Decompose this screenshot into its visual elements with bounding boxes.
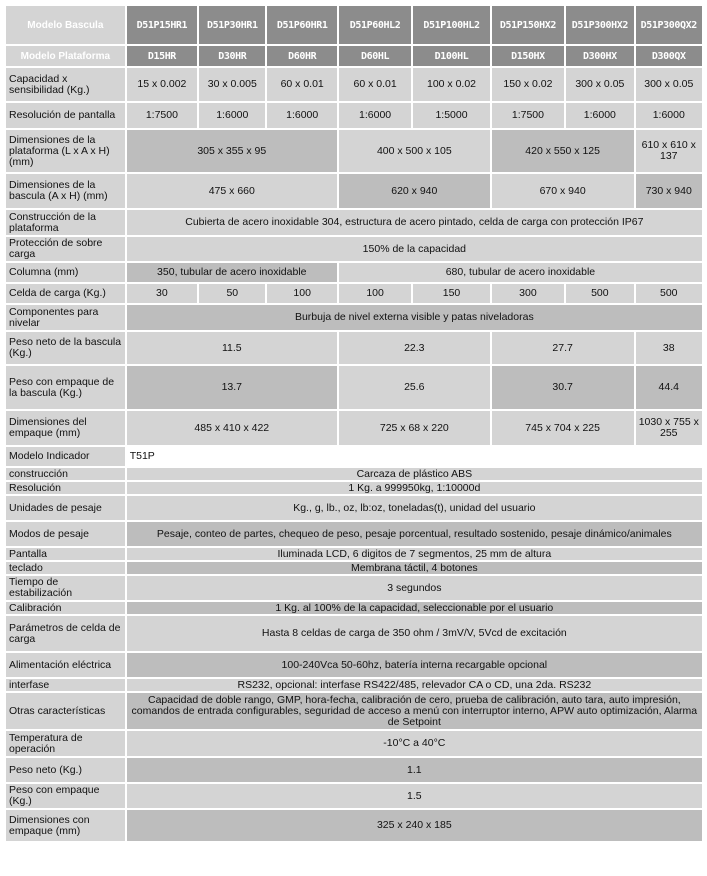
- value-cell: 44.4: [636, 366, 702, 409]
- value-cell: 150% de la capacidad: [127, 237, 702, 261]
- row-label: Capacidad x sensibilidad (Kg.): [6, 68, 125, 101]
- value-cell: 1:7500: [492, 103, 564, 128]
- row-label: Dimensiones con empaque (mm): [6, 810, 125, 841]
- value-cell: 1:6000: [339, 103, 411, 128]
- model-cell: D51P60HR1: [267, 6, 336, 44]
- row-capacity: [6, 68, 702, 101]
- value-cell: Capacidad de doble rango, GMP, hora-fecha, calibración de cero, prueba de calibración, auto tara, auto impresión, comandos de entrada configurables, seguridad de acceso a menú con interruptor interno, APW auto optimización, Alarma de Setpoint: [127, 693, 702, 729]
- model-cell: D51P300QX2: [636, 6, 702, 44]
- row-label: Alimentación eléctrica: [6, 653, 125, 677]
- value-cell: 725 x 68 x 220: [339, 411, 490, 445]
- value-cell: Carcaza de plástico ABS: [127, 468, 702, 480]
- row-label: Construcción de la plataforma: [6, 210, 125, 235]
- value-cell: Iluminada LCD, 6 digitos de 7 segmentos, 25 mm de altura: [127, 548, 702, 560]
- value-cell: Burbuja de nivel externa visible y patas niveladoras: [127, 305, 702, 330]
- row-cell-params: [6, 616, 702, 651]
- value-cell: 745 x 704 x 225: [492, 411, 634, 445]
- platform-cell: D60HR: [267, 46, 336, 66]
- row-load-cell: [6, 284, 702, 303]
- value-cell: 620 x 940: [339, 174, 490, 208]
- value-cell: 30.7: [492, 366, 634, 409]
- row-label: Peso con empaque (Kg.): [6, 784, 125, 808]
- platform-cell: D150HX: [492, 46, 564, 66]
- row-label: Temperatura de operación: [6, 731, 125, 756]
- value-cell: 11.5: [127, 332, 337, 364]
- row-interface: [6, 679, 702, 691]
- platform-cell: D30HR: [199, 46, 265, 66]
- row-label: Tiempo de estabilización: [6, 576, 125, 600]
- value-cell: 15 x 0.002: [127, 68, 197, 101]
- value-cell: 325 x 240 x 185: [127, 810, 702, 841]
- value-cell: Kg., g, lb., oz, lb:oz, toneladas(t), unidad del usuario: [127, 496, 702, 520]
- row-label: Celda de carga (Kg.): [6, 284, 125, 303]
- value-cell: Cubierta de acero inoxidable 304, estructura de acero pintado, celda de carga con protección IP67: [127, 210, 702, 235]
- model-cell: D51P30HR1: [199, 6, 265, 44]
- value-cell: 305 x 355 x 95: [127, 130, 337, 172]
- value-cell: 500: [636, 284, 702, 303]
- value-cell: 1 Kg. a 999950kg, 1:10000d: [127, 482, 702, 494]
- value-cell: 500: [566, 284, 633, 303]
- value-cell: 730 x 940: [636, 174, 702, 208]
- value-cell: 27.7: [492, 332, 634, 364]
- row-pack-dims: [6, 411, 702, 445]
- row-modes: [6, 522, 702, 546]
- row-label: Resolución: [6, 482, 125, 494]
- value-cell: Hasta 8 celdas de carga de 350 ohm / 3mV/V, 5Vcd de excitación: [127, 616, 702, 651]
- value-cell: 150 x 0.02: [492, 68, 564, 101]
- row-label: Columna (mm): [6, 263, 125, 282]
- value-cell: 1:6000: [199, 103, 265, 128]
- row-label: Dimensiones de la bascula (A x H) (mm): [6, 174, 125, 208]
- row-label: Pantalla: [6, 548, 125, 560]
- value-cell: 1:5000: [413, 103, 489, 128]
- platform-cell: D15HR: [127, 46, 197, 66]
- row-label: Parámetros de celda de carga: [6, 616, 125, 651]
- row-construction: [6, 210, 702, 235]
- value-cell: 1:7500: [127, 103, 197, 128]
- row-label: Protección de sobre carga: [6, 237, 125, 261]
- value-cell: 420 x 550 x 125: [492, 130, 634, 172]
- value-cell: 60 x 0.01: [267, 68, 336, 101]
- model-cell: D51P300HX2: [566, 6, 633, 44]
- row-label: Modos de pesaje: [6, 522, 125, 546]
- row-label: Peso con empaque de la bascula (Kg.): [6, 366, 125, 409]
- row-label: teclado: [6, 562, 125, 574]
- value-cell: 1:6000: [636, 103, 702, 128]
- row-label: Peso neto (Kg.): [6, 758, 125, 782]
- row-label: Modelo Indicador: [6, 447, 125, 466]
- row-resolution: [6, 103, 702, 128]
- row-indicator: [6, 447, 702, 466]
- platform-cell: D100HL: [413, 46, 489, 66]
- row-label: Otras características: [6, 693, 125, 729]
- value-cell: -10°C a 40°C: [127, 731, 702, 756]
- row-label: Resolución de pantalla: [6, 103, 125, 128]
- row-ind-construction: [6, 468, 702, 480]
- row-ind-packed-weight: [6, 784, 702, 808]
- row-label: construcción: [6, 468, 125, 480]
- platform-cell: D300HX: [566, 46, 633, 66]
- value-cell: Membrana táctil, 4 botones: [127, 562, 702, 574]
- row-overload: [6, 237, 702, 261]
- value-cell: T51P: [127, 447, 702, 466]
- row-units: [6, 496, 702, 520]
- value-cell: 485 x 410 x 422: [127, 411, 337, 445]
- platform-cell: D60HL: [339, 46, 411, 66]
- value-cell: RS232, opcional: interfase RS422/485, relevador CA o CD, una 2da. RS232: [127, 679, 702, 691]
- value-cell: 300 x 0.05: [566, 68, 633, 101]
- row-calibration: [6, 602, 702, 614]
- row-label: Dimensiones del empaque (mm): [6, 411, 125, 445]
- value-cell: 1030 x 755 x 255: [636, 411, 702, 445]
- row-stabilization: [6, 576, 702, 600]
- value-cell: 475 x 660: [127, 174, 337, 208]
- row-model: [6, 6, 702, 44]
- row-scale-dims: [6, 174, 702, 208]
- row-label: Peso neto de la bascula (Kg.): [6, 332, 125, 364]
- row-label: Calibración: [6, 602, 125, 614]
- row-display: [6, 548, 702, 560]
- value-cell: 680, tubular de acero inoxidable: [339, 263, 702, 282]
- model-cell: D51P60HL2: [339, 6, 411, 44]
- value-cell: 30 x 0.005: [199, 68, 265, 101]
- row-platform: [6, 46, 702, 66]
- row-label: Modelo Plataforma: [6, 46, 125, 66]
- value-cell: 22.3: [339, 332, 490, 364]
- spec-table: [4, 4, 704, 843]
- value-cell: 50: [199, 284, 265, 303]
- value-cell: 60 x 0.01: [339, 68, 411, 101]
- value-cell: 350, tubular de acero inoxidable: [127, 263, 337, 282]
- row-ind-net-weight: [6, 758, 702, 782]
- row-packed-weight: [6, 366, 702, 409]
- header-label: Modelo Bascula: [6, 6, 125, 44]
- value-cell: 25.6: [339, 366, 490, 409]
- value-cell: 100: [267, 284, 336, 303]
- model-cell: D51P150HX2: [492, 6, 564, 44]
- row-platform-dims: [6, 130, 702, 172]
- row-power: [6, 653, 702, 677]
- row-keyboard: [6, 562, 702, 574]
- value-cell: 1.5: [127, 784, 702, 808]
- value-cell: 100 x 0.02: [413, 68, 489, 101]
- row-other: [6, 693, 702, 729]
- value-cell: 150: [413, 284, 489, 303]
- value-cell: 300 x 0.05: [636, 68, 702, 101]
- value-cell: 610 x 610 x 137: [636, 130, 702, 172]
- row-leveling: [6, 305, 702, 330]
- row-net-weight: [6, 332, 702, 364]
- model-cell: D51P100HL2: [413, 6, 489, 44]
- row-ind-resolution: [6, 482, 702, 494]
- value-cell: 1.1: [127, 758, 702, 782]
- row-label: Componentes para nivelar: [6, 305, 125, 330]
- value-cell: 300: [492, 284, 564, 303]
- value-cell: 670 x 940: [492, 174, 634, 208]
- model-cell: D51P15HR1: [127, 6, 197, 44]
- row-label: interfase: [6, 679, 125, 691]
- row-label: Dimensiones de la plataforma (L x A x H) (mm): [6, 130, 125, 172]
- value-cell: Pesaje, conteo de partes, chequeo de peso, pesaje porcentual, resultado sostenido, pesaje dinámico/animales: [127, 522, 702, 546]
- value-cell: 400 x 500 x 105: [339, 130, 490, 172]
- value-cell: 1:6000: [566, 103, 633, 128]
- value-cell: 100-240Vca 50-60hz, batería interna recargable opcional: [127, 653, 702, 677]
- value-cell: 1:6000: [267, 103, 336, 128]
- value-cell: 38: [636, 332, 702, 364]
- value-cell: 3 segundos: [127, 576, 702, 600]
- row-label: Unidades de pesaje: [6, 496, 125, 520]
- row-temperature: [6, 731, 702, 756]
- value-cell: 30: [127, 284, 197, 303]
- row-column: [6, 263, 702, 282]
- row-ind-pack-dims: [6, 810, 702, 841]
- platform-cell: D300QX: [636, 46, 702, 66]
- value-cell: 1 Kg. al 100% de la capacidad, seleccionable por el usuario: [127, 602, 702, 614]
- value-cell: 100: [339, 284, 411, 303]
- value-cell: 13.7: [127, 366, 337, 409]
